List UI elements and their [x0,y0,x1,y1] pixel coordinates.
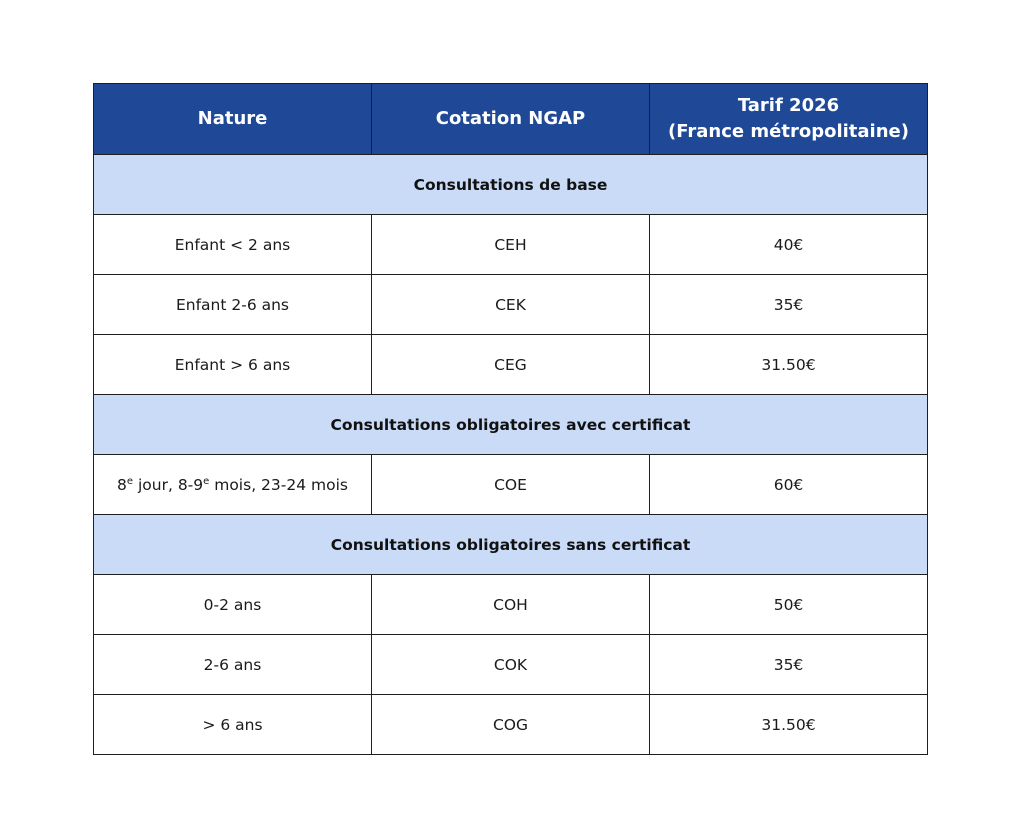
section-title: Consultations obligatoires sans certificat [94,515,928,575]
tarif-table [93,83,928,755]
cell-tarif: 31.50€ [650,695,928,755]
nature-part: mois, 23-24 mois [209,475,348,494]
table-row [94,455,928,515]
cell-cotation: COH [372,575,650,635]
table-row [94,575,928,635]
cell-tarif: 40€ [650,215,928,275]
cell-cotation: COK [372,635,650,695]
section-title: Consultations de base [94,155,928,215]
table-row [94,635,928,695]
cell-cotation: CEG [372,335,650,395]
header-row [94,84,928,155]
section-title: Consultations obligatoires avec certificat [94,395,928,455]
cell-nature: 2-6 ans [94,635,372,695]
table-row [94,215,928,275]
cell-nature: 0-2 ans [94,575,372,635]
header-nature: Nature [94,84,372,155]
cell-tarif: 35€ [650,275,928,335]
table-row [94,335,928,395]
cell-cotation: CEH [372,215,650,275]
cell-nature: Enfant 2-6 ans [94,275,372,335]
nature-sup: e [203,475,210,487]
cell-nature: Enfant > 6 ans [94,335,372,395]
cell-nature: > 6 ans [94,695,372,755]
section-row-avec-certificat [94,395,928,455]
nature-part: jour, 8-9 [133,475,204,494]
section-row-sans-certificat [94,515,928,575]
header-tarif-line1: Tarif 2026 [737,95,840,116]
cell-nature [94,455,372,515]
cell-cotation: CEK [372,275,650,335]
cell-tarif: 31.50€ [650,335,928,395]
nature-part: 8 [117,475,127,494]
cell-cotation: COG [372,695,650,755]
header-tarif-line2: (France métropolitaine) [668,121,909,142]
section-row-base [94,155,928,215]
cell-cotation: COE [372,455,650,515]
cell-tarif: 50€ [650,575,928,635]
table-header [94,84,928,155]
cell-tarif: 60€ [650,455,928,515]
table-row [94,695,928,755]
table-body [94,155,928,755]
header-tarif [650,84,928,155]
nature-sup: e [126,475,134,487]
cell-nature: Enfant < 2 ans [94,215,372,275]
header-cotation: Cotation NGAP [372,84,650,155]
cell-tarif: 35€ [650,635,928,695]
table-row [94,275,928,335]
